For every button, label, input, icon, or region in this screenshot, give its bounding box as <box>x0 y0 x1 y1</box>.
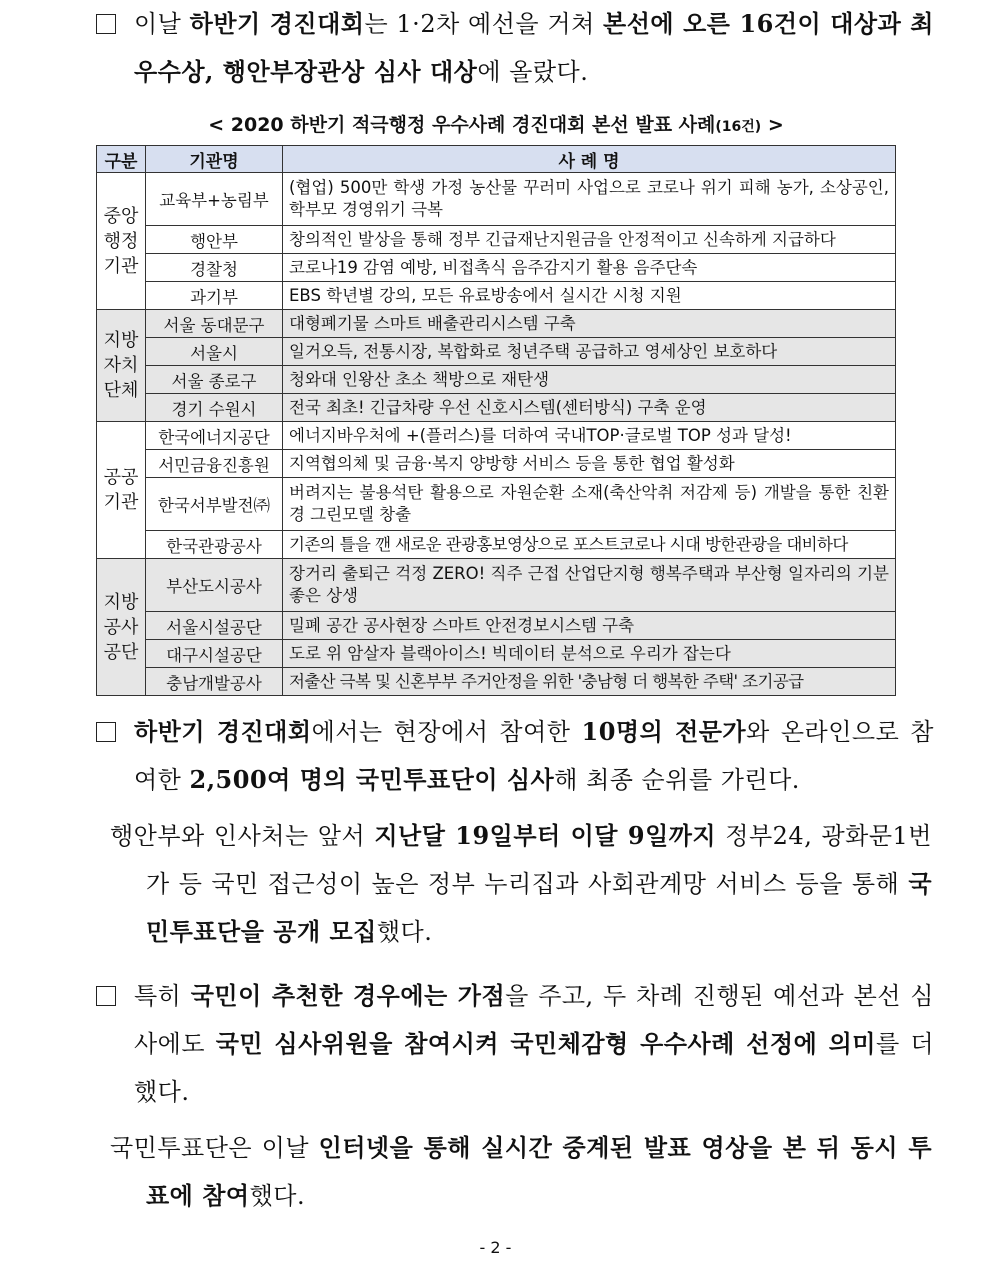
table-row <box>97 394 896 422</box>
category-line: 중앙 <box>103 205 139 227</box>
table-caption-text: < 2020 하반기 적극행정 우수사례 경진대회 본선 발표 사례 <box>208 114 716 136</box>
table-row <box>97 422 896 450</box>
category-line: 기관 <box>103 492 139 513</box>
vote-subparagraph <box>110 1124 932 1220</box>
table-row <box>97 310 896 338</box>
org-cell: 과기부 <box>146 282 283 310</box>
category-line: 기관 <box>103 255 139 277</box>
case-cell: 장거리 출퇴근 걱정 ZERO! 직주 근접 산업단지형 행복주택과 부산형 일자리의 기분 좋은 상생 <box>283 559 896 612</box>
para2-bold-1: 하반기 경진대회 <box>134 717 312 746</box>
category-cell <box>97 422 146 559</box>
case-cell: 코로나19 감염 예방, 비접촉식 음주감지기 활용 음주단속 <box>283 254 896 282</box>
category-line: 자치 <box>103 355 139 376</box>
org-cell: 경찰청 <box>146 254 283 282</box>
table-row <box>97 338 896 366</box>
case-cell: 청와대 인왕산 초소 책방으로 재탄생 <box>283 366 896 394</box>
table-row <box>97 173 896 226</box>
sub2-text-2: 했다. <box>249 1182 306 1210</box>
square-bullet-icon <box>96 722 116 742</box>
table-row <box>97 640 896 668</box>
square-bullet-icon <box>96 986 116 1006</box>
para2-text-2: 와 온라인으로 참여한 <box>134 718 934 794</box>
table-caption <box>96 110 896 137</box>
case-cell: 도로 위 암살자 블랙아이스! 빅데이터 분석으로 우리가 잡는다 <box>283 640 896 668</box>
page-number: - 2 - <box>479 1238 512 1257</box>
sub2-text-1: 국민투표단은 이날 <box>110 1134 319 1162</box>
case-cell: 일거오득, 전통시장, 복합화로 청년주택 공급하고 영세상인 보호하다 <box>283 338 896 366</box>
table-row <box>97 450 896 478</box>
para2-bold-2: 10명의 전문가 <box>581 717 747 746</box>
case-cell: 창의적인 발상을 통해 정부 긴급재난지원금을 안정적이고 신속하게 지급하다 <box>283 226 896 254</box>
category-line: 단체 <box>103 380 139 401</box>
case-cell: 전국 최초! 긴급차량 우선 신호시스템(센터방식) 구축 운영 <box>283 394 896 422</box>
table-row <box>97 478 896 531</box>
para2-text-1: 에서는 현장에서 참여한 <box>311 718 582 746</box>
category-cell <box>97 173 146 310</box>
header-category: 구분 <box>97 146 146 173</box>
jury-paragraph <box>96 708 934 804</box>
org-cell: 교육부+농림부 <box>146 173 283 226</box>
square-bullet-icon <box>96 14 116 34</box>
org-cell: 한국관광공사 <box>146 531 283 559</box>
para3-bold-2: 국민 심사위원을 참여시켜 국민체감형 우수사례 선정에 의미 <box>215 1029 876 1058</box>
sub1-text-2: 정부24, 광화문1번가 등 국민 접근성이 높은 정부 누리집과 사회관계망 서비스 등을 통해 <box>146 822 932 898</box>
case-cell: 밀폐 공간 공사현장 스마트 안전경보시스템 구축 <box>283 612 896 640</box>
org-cell: 한국서부발전㈜ <box>146 478 283 531</box>
category-cell <box>97 310 146 422</box>
org-cell: 한국에너지공단 <box>146 422 283 450</box>
case-cell: (협업) 500만 학생 가정 농산물 꾸러미 사업으로 코로나 위기 피해 농가, 소상공인, 학부모 경영위기 극복 <box>283 173 896 226</box>
intro-bold-1: 하반기 경진대회 <box>189 9 365 38</box>
category-line: 공사 <box>103 616 139 638</box>
bonus-paragraph <box>96 972 934 1116</box>
table-row <box>97 254 896 282</box>
para2-bold-3: 2,500여 명의 국민투표단이 심사 <box>189 765 555 794</box>
table-row <box>97 668 896 696</box>
category-line: 공단 <box>103 641 139 663</box>
org-cell: 서울 동대문구 <box>146 310 283 338</box>
sub1-bold-2: 국민투표단을 공개 모집 <box>146 869 932 946</box>
case-cell: 기존의 틀을 깬 새로운 관광홍보영상으로 포스트코로나 시대 방한관광을 대비하다 <box>283 531 896 559</box>
intro-text-2: 는 1·2차 예선을 거쳐 <box>364 10 604 38</box>
table-row <box>97 226 896 254</box>
table-header-row <box>97 146 896 173</box>
case-cell: 대형폐기물 스마트 배출관리시스템 구축 <box>283 310 896 338</box>
intro-paragraph <box>96 0 934 96</box>
table-row <box>97 282 896 310</box>
table-row <box>97 612 896 640</box>
org-cell: 대구시설공단 <box>146 640 283 668</box>
category-line: 행정 <box>103 230 139 252</box>
table-row <box>97 559 896 612</box>
sub1-text-1: 행안부와 인사처는 앞서 <box>110 822 375 850</box>
cases-table <box>96 145 896 696</box>
case-cell: EBS 학년별 강의, 모든 유료방송에서 실시간 시청 지원 <box>283 282 896 310</box>
org-cell: 행안부 <box>146 226 283 254</box>
para3-text-2: 을 주고, 두 차례 진행된 예선과 본선 심사에도 <box>134 982 934 1058</box>
org-cell: 서민금융진흥원 <box>146 450 283 478</box>
sub2-bold-1: 인터넷을 통해 실시간 중계된 발표 영상을 본 뒤 동시 투표에 참여 <box>146 1133 933 1210</box>
org-cell: 서울시 <box>146 338 283 366</box>
org-cell: 경기 수원시 <box>146 394 283 422</box>
org-cell: 서울 종로구 <box>146 366 283 394</box>
intro-bold-2: 본선에 오른 16건이 대상과 최우수상, 행안부장관상 심사 대상 <box>134 9 934 86</box>
org-cell: 충남개발공사 <box>146 668 283 696</box>
case-cell: 지역협의체 및 금융·복지 양방향 서비스 등을 통한 협업 활성화 <box>283 450 896 478</box>
intro-text-1: 이날 <box>134 10 190 38</box>
org-cell: 서울시설공단 <box>146 612 283 640</box>
intro-text-3: 에 올랐다. <box>477 58 589 86</box>
org-cell: 부산도시공사 <box>146 559 283 612</box>
sub1-bold-1: 지난달 19일부터 이달 9일까지 <box>374 821 717 850</box>
category-cell <box>97 559 146 696</box>
header-org: 기관명 <box>146 146 283 173</box>
case-cell: 에너지바우처에 +(플러스)를 더하여 국내TOP·글로벌 TOP 성과 달성! <box>283 422 896 450</box>
para2-text-3: 해 최종 순위를 가린다. <box>554 766 800 794</box>
para3-text-1: 특히 <box>134 982 191 1010</box>
para3-text-3: 를 더했다. <box>134 1030 935 1106</box>
table-caption-count: (16건) <box>715 119 762 135</box>
table-caption-end: > <box>761 114 784 136</box>
case-cell: 버려지는 불용석탄 활용으로 자원순환 소재(축산악취 저감제 등) 개발을 통한 친환경 그린모델 창출 <box>283 478 896 531</box>
table-row <box>97 366 896 394</box>
para3-bold-1: 국민이 추천한 경우에는 가점 <box>190 981 506 1010</box>
sub1-text-3: 했다. <box>376 918 433 946</box>
category-line: 공공 <box>103 467 139 488</box>
table-row <box>97 531 896 559</box>
case-cell: 저출산 극복 및 신혼부부 주거안정을 위한 '충남형 더 행복한 주택' 조기공급 <box>283 668 896 696</box>
category-line: 지방 <box>103 591 139 613</box>
recruit-subparagraph <box>110 812 932 956</box>
header-case: 사 례 명 <box>283 146 896 173</box>
category-line: 지방 <box>103 330 139 351</box>
